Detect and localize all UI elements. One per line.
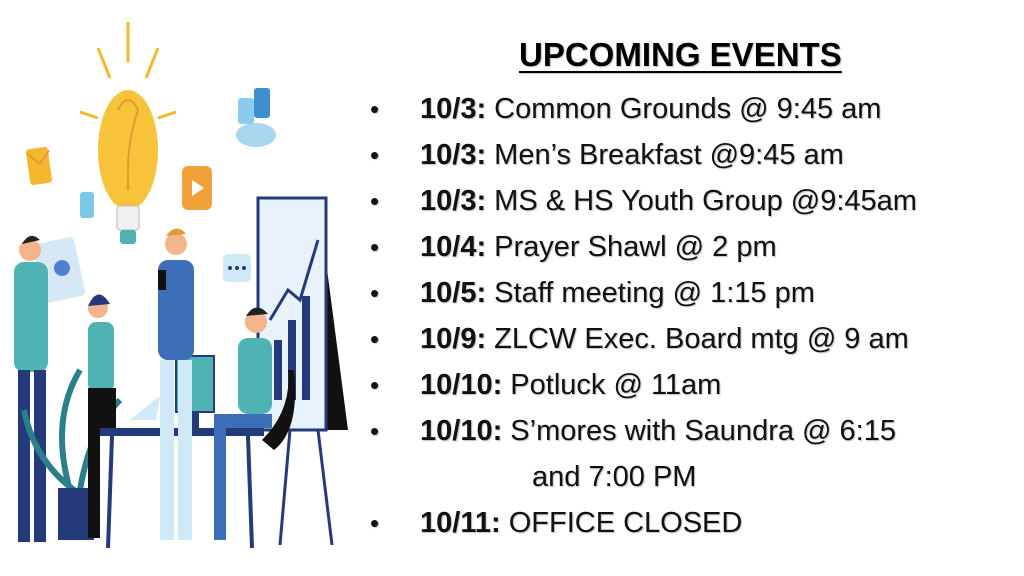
event-item <box>370 132 917 178</box>
event-date: 10/9: <box>420 323 487 355</box>
event-date: 10/3: <box>420 93 487 125</box>
lightbulb-icon <box>80 22 176 244</box>
event-item <box>370 408 917 500</box>
play-icon <box>182 166 212 210</box>
team-meeting-illustration <box>0 0 360 576</box>
chat-bubble-icon <box>223 254 251 282</box>
event-item <box>370 86 917 132</box>
event-date: 10/3: <box>420 139 487 171</box>
event-text: Men’s Breakfast @9:45 am <box>494 139 844 171</box>
event-text: MS & HS Youth Group @9:45am <box>494 185 917 217</box>
event-text: OFFICE CLOSED <box>508 507 743 539</box>
event-item <box>370 224 917 270</box>
event-date: 10/4: <box>420 231 487 263</box>
event-text: Prayer Shawl @ 2 pm <box>494 231 777 263</box>
event-item <box>370 500 917 546</box>
event-continuation: and 7:00 PM <box>532 461 697 493</box>
event-date: 10/10: <box>420 369 503 401</box>
event-text: Common Grounds @ 9:45 am <box>494 93 882 125</box>
event-item <box>370 178 917 224</box>
sitting-woman <box>88 294 116 538</box>
event-date: 10/3: <box>420 185 487 217</box>
event-date: 10/5: <box>420 277 487 309</box>
event-date: 10/10: <box>420 415 503 447</box>
mail-icon <box>26 147 53 186</box>
event-item <box>370 316 917 362</box>
event-text: Potluck @ 11am <box>510 369 722 401</box>
event-list <box>370 86 917 546</box>
event-item <box>370 362 917 408</box>
event-text: Staff meeting @ 1:15 pm <box>494 277 815 309</box>
page-title: UPCOMING EVENTS <box>519 36 842 73</box>
event-text: S’mores with Saundra @ 6:15 <box>510 415 896 447</box>
thumbs-up-icon <box>80 192 94 218</box>
event-date: 10/11: <box>420 507 501 539</box>
event-text: ZLCW Exec. Board mtg @ 9 am <box>494 323 909 355</box>
cloud-icon <box>236 88 276 147</box>
event-item <box>370 270 917 316</box>
